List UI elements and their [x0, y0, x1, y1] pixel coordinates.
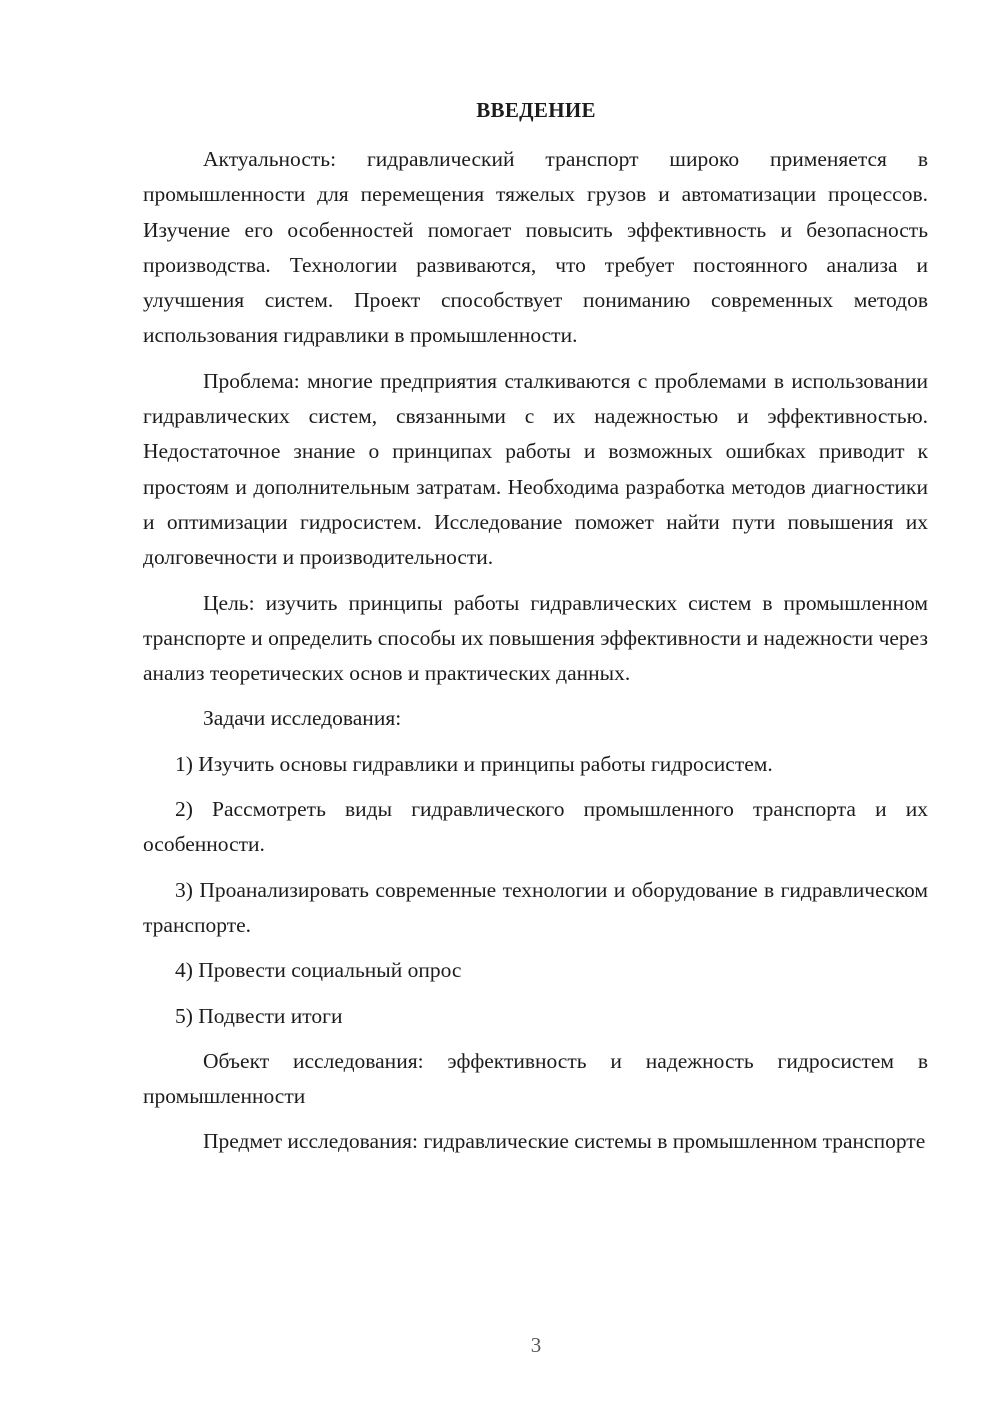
task-item-3: 3) Проанализировать современные технологии и оборудование в гидравлическом транспорте.	[143, 877, 928, 937]
paragraph-problem: Проблема: многие предприятия сталкиваются с проблемами в использовании гидравлических систем, связанными с их надежностью и эффективностью. Недостаточное знание о принципах работы и возможных ошибках приводит к простоям и дополнительным затратам. Необходима разработка методов диагностики и оптимизации гидросистем. Исследование поможет найти пути повышения их долговечности и производительности.	[143, 368, 928, 570]
task-item-2: 2) Рассмотреть виды гидравлического промышленного транспорта и их особенности.	[143, 797, 928, 857]
paragraph-object: Объект исследования: эффективность и надежность гидросистем в промышленности	[143, 1048, 928, 1109]
tasks-heading: Задачи исследования:	[203, 706, 402, 731]
task-item-1: 1) Изучить основы гидравлики и принципы работы гидросистем.	[175, 751, 773, 776]
paragraph-goal: Цель: изучить принципы работы гидравлических систем в промышленном транспорте и определить способы их повышения эффективности и надежности через анализ теоретических основ и практических данных.	[143, 590, 928, 686]
page-number: 3	[530, 1333, 542, 1357]
task-item-4: 4) Провести социальный опрос	[175, 958, 462, 983]
document-body	[143, 142, 928, 1170]
task-item-5: 5) Подвести итоги	[175, 1003, 343, 1028]
paragraph-subject: Предмет исследования: гидравлические системы в промышленном транспорте	[203, 1129, 926, 1154]
page-title: ВВЕДЕНИЕ	[476, 98, 596, 122]
paragraph-relevance: Актуальность: гидравлический транспорт широко применяется в промышленности для перемещения тяжелых грузов и автоматизации процессов. Изучение его особенностей помогает повысить эффективность и безопасность производства. Технологии развиваются, что требует постоянного анализа и улучшения систем. Проект способствует пониманию современных методов использования гидравлики в промышленности.	[143, 147, 928, 348]
